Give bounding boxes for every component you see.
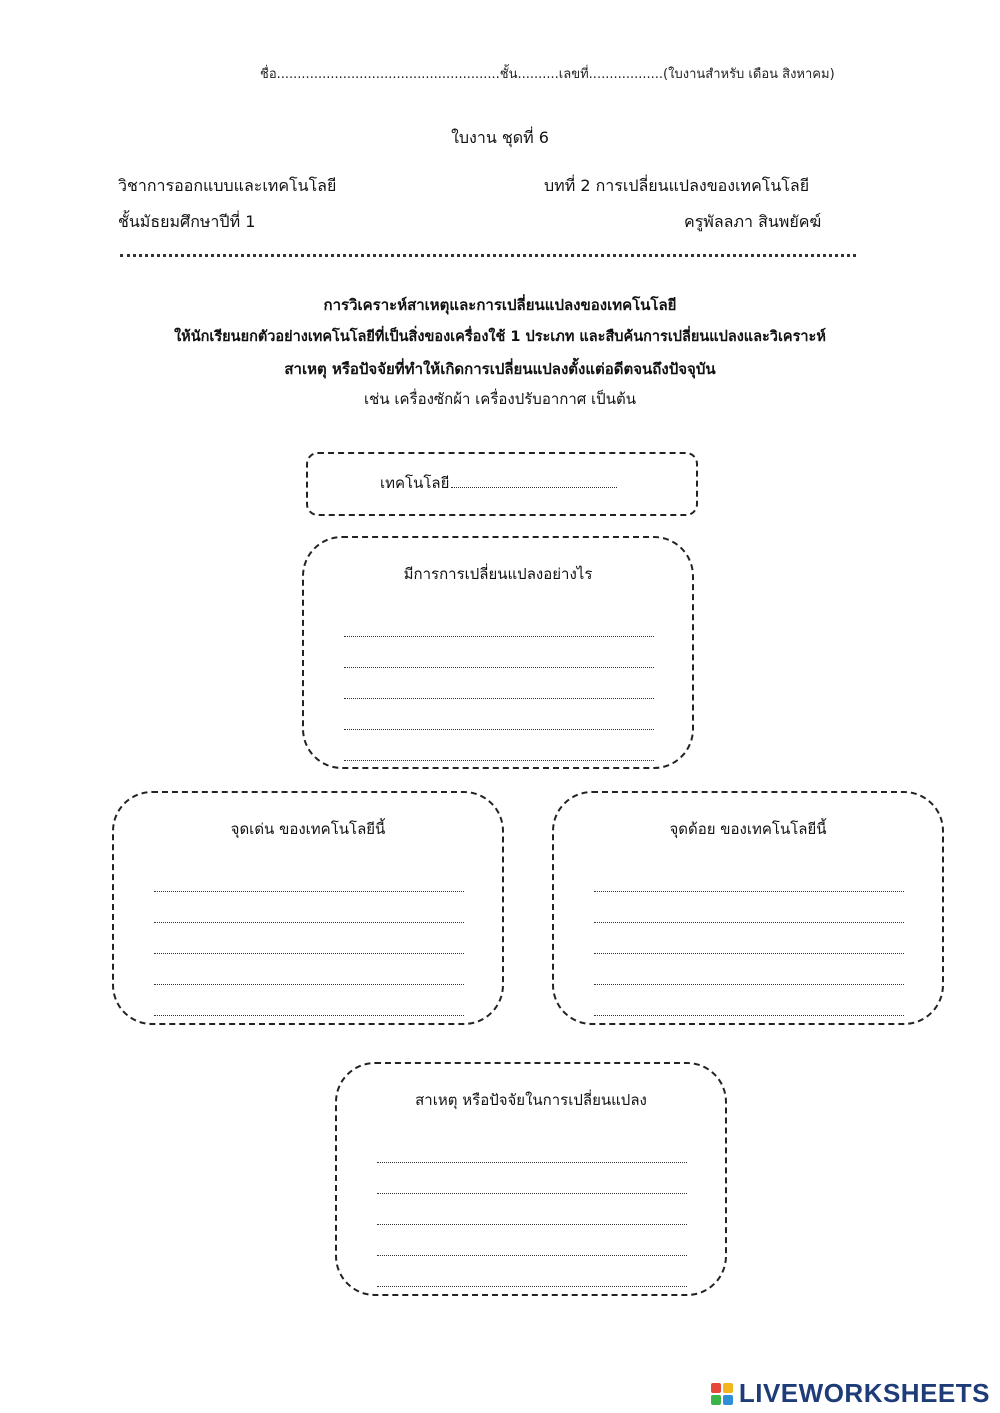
answer-line[interactable]	[594, 954, 904, 985]
instruction-heading: การวิเคราะห์สาเหตุและการเปลี่ยนแปลงของเทคโนโลยี	[323, 296, 677, 314]
answer-line[interactable]	[344, 730, 654, 761]
instruction-line-3: สาเหตุ หรือปัจจัยที่ทำให้เกิดการเปลี่ยนแปลงตั้งแต่อดีตจนถึงปัจจุบัน	[284, 360, 716, 378]
liveworksheets-logo-icon	[711, 1383, 733, 1405]
answer-line[interactable]	[377, 1163, 687, 1194]
technology-answer-line[interactable]	[451, 487, 617, 488]
cons-answer-lines	[594, 861, 904, 1016]
teacher-name: ครูพัลลภา สินพยัคฆ์	[684, 212, 822, 231]
logo-square-green	[711, 1395, 721, 1405]
instruction-line-2: ให้นักเรียนยกตัวอย่างเทคโนโลยีที่เป็นสิ่งของเครื่องใช้ 1 ประเภท และสืบค้นการเปลี่ยนแปลงและวิเคราะห์	[174, 329, 826, 345]
logo-square-yellow	[723, 1383, 733, 1393]
liveworksheets-logo	[711, 1378, 990, 1409]
pros-answer-lines	[154, 861, 464, 1016]
cons-box	[552, 791, 944, 1025]
worksheet-title: ใบงาน ชุดที่ 6	[451, 128, 549, 147]
answer-line[interactable]	[594, 985, 904, 1016]
logo-square-blue	[723, 1395, 733, 1405]
grade-label: ชั้นมัธยมศึกษาปีที่ 1	[118, 212, 256, 231]
answer-line[interactable]	[154, 923, 464, 954]
cause-box	[335, 1062, 727, 1296]
answer-line[interactable]	[377, 1194, 687, 1225]
answer-line[interactable]	[344, 606, 654, 637]
answer-line[interactable]	[594, 892, 904, 923]
change-title: มีการการเปลี่ยนแปลงอย่างไร	[403, 565, 593, 583]
lesson-label: บทที่ 2 การเปลี่ยนแปลงของเทคโนโลยี	[544, 176, 810, 195]
technology-box	[306, 452, 698, 516]
cause-answer-lines	[377, 1132, 687, 1287]
name-class-number-line: ชื่อ......................................................ชั้น..........เลขที่..................(ใบงานสำหรับ เดือน สิงหาคม)	[260, 67, 835, 82]
pros-title: จุดเด่น ของเทคโนโลยีนี้	[230, 820, 386, 838]
answer-line[interactable]	[594, 861, 904, 892]
answer-line[interactable]	[154, 892, 464, 923]
answer-line[interactable]	[344, 699, 654, 730]
pros-box	[112, 791, 504, 1025]
answer-line[interactable]	[344, 668, 654, 699]
cause-title: สาเหตุ หรือปัจจัยในการเปลี่ยนแปลง	[415, 1091, 647, 1109]
change-box	[302, 536, 694, 769]
separator-line	[120, 254, 856, 267]
liveworksheets-logo-text: LIVEWORKSHEETS	[738, 1378, 990, 1408]
answer-line[interactable]	[344, 637, 654, 668]
subject-label: วิชาการออกแบบและเทคโนโลยี	[118, 176, 337, 195]
answer-line[interactable]	[377, 1256, 687, 1287]
cons-title: จุดด้อย ของเทคโนโลยีนี้	[669, 820, 827, 838]
logo-square-red	[711, 1383, 721, 1393]
answer-line[interactable]	[594, 923, 904, 954]
technology-field[interactable]	[380, 471, 617, 495]
answer-line[interactable]	[154, 861, 464, 892]
answer-line[interactable]	[154, 985, 464, 1016]
technology-label: เทคโนโลยี	[380, 474, 450, 492]
change-answer-lines	[344, 606, 654, 761]
answer-line[interactable]	[154, 954, 464, 985]
answer-line[interactable]	[377, 1225, 687, 1256]
answer-line[interactable]	[377, 1132, 687, 1163]
example-text: เช่น เครื่องซักผ้า เครื่องปรับอากาศ เป็นต้น	[364, 390, 636, 408]
